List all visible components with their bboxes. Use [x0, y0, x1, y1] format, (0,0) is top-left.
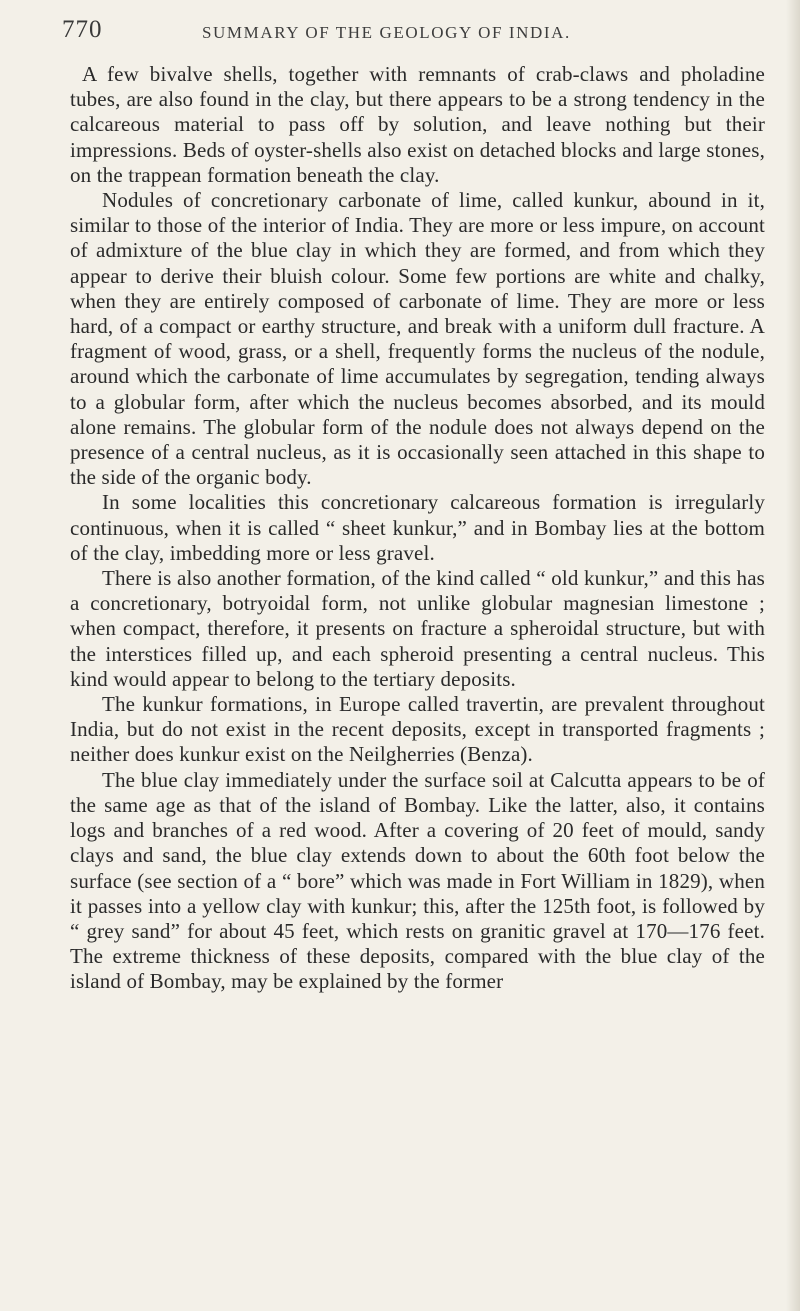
- paragraph-old-kunkur: There is also another formation, of the kind called “ old kunkur,” and this has a concretionary, botryoidal form, not unlike globular magnesian limestone ; when compact, therefore, it presents on fracture a spheroidal structure, but with the interstices filled up, and each spheroid presenting a central nucleus. This kind would appear to belong to the tertiary deposits.: [70, 566, 765, 691]
- paragraph-kunkur-nodules: Nodules of concretionary carbonate of lime, called kunkur, abound in it, similar to those of the interior of India. They are more or less impure, on account of admixture of the blue clay in which they are formed, and from which they appear to derive their bluish colour. Some few portions are white and chalky, when they are entirely composed of carbonate of lime. They are more or less hard, of a compact or earthy structure, and break with a uniform dull fracture. A fragment of wood, grass, or a shell, frequently forms the nucleus of the nodule, around which the carbonate of lime accumulates by segregation, tending always to a globular form, after which the nucleus becomes absorbed, and its mould alone remains. The globular form of the nodule does not always depend on the presence of a central nucleus, as it is occasionally seen attached in this shape to the side of the organic body.: [70, 188, 765, 490]
- paragraph-bivalve-shells: A few bivalve shells, together with remnants of crab-claws and pholadine tubes, are also found in the clay, but there appears to be a strong tendency in the calcareous material to pass off by solution, and leave nothing but their impressions. Beds of oyster-shells also exist on detached blocks and large stones, on the trappean formation beneath the clay.: [70, 62, 765, 187]
- paragraph-sheet-kunkur: In some localities this concretionary calcareous formation is irregularly continuous, when it is called “ sheet kunkur,” and in Bombay lies at the bottom of the clay, imbedding more or less gravel.: [70, 490, 765, 565]
- running-head: SUMMARY OF THE GEOLOGY OF INDIA.: [202, 23, 571, 42]
- page-header: [62, 16, 762, 56]
- body-text: [70, 62, 765, 995]
- paragraph-calcutta-blue-clay: The blue clay immediately under the surface soil at Calcutta appears to be of the same age as that of the island of Bombay. Like the latter, also, it contains logs and branches of a red wood. After a covering of 20 feet of mould, sandy clays and sand, the blue clay extends down to about the 60th foot below the surface (see section of a “ bore” which was made in Fort William in 1829), when it passes into a yellow clay with kunkur; this, after the 125th foot, is followed by “ grey sand” for about 45 feet, which rests on granitic gravel at 170—176 feet. The extreme thickness of these deposits, compared with the blue clay of the island of Bombay, may be explained by the former: [70, 767, 765, 994]
- page-edge-shadow: [786, 0, 800, 1311]
- page-number: 770: [62, 16, 103, 43]
- paragraph-travertin: The kunkur formations, in Europe called travertin, are prevalent throughout India, but do not exist in the recent deposits, except in transported fragments ; neither does kunkur exist on the Neilgherries (Benza).: [70, 692, 765, 767]
